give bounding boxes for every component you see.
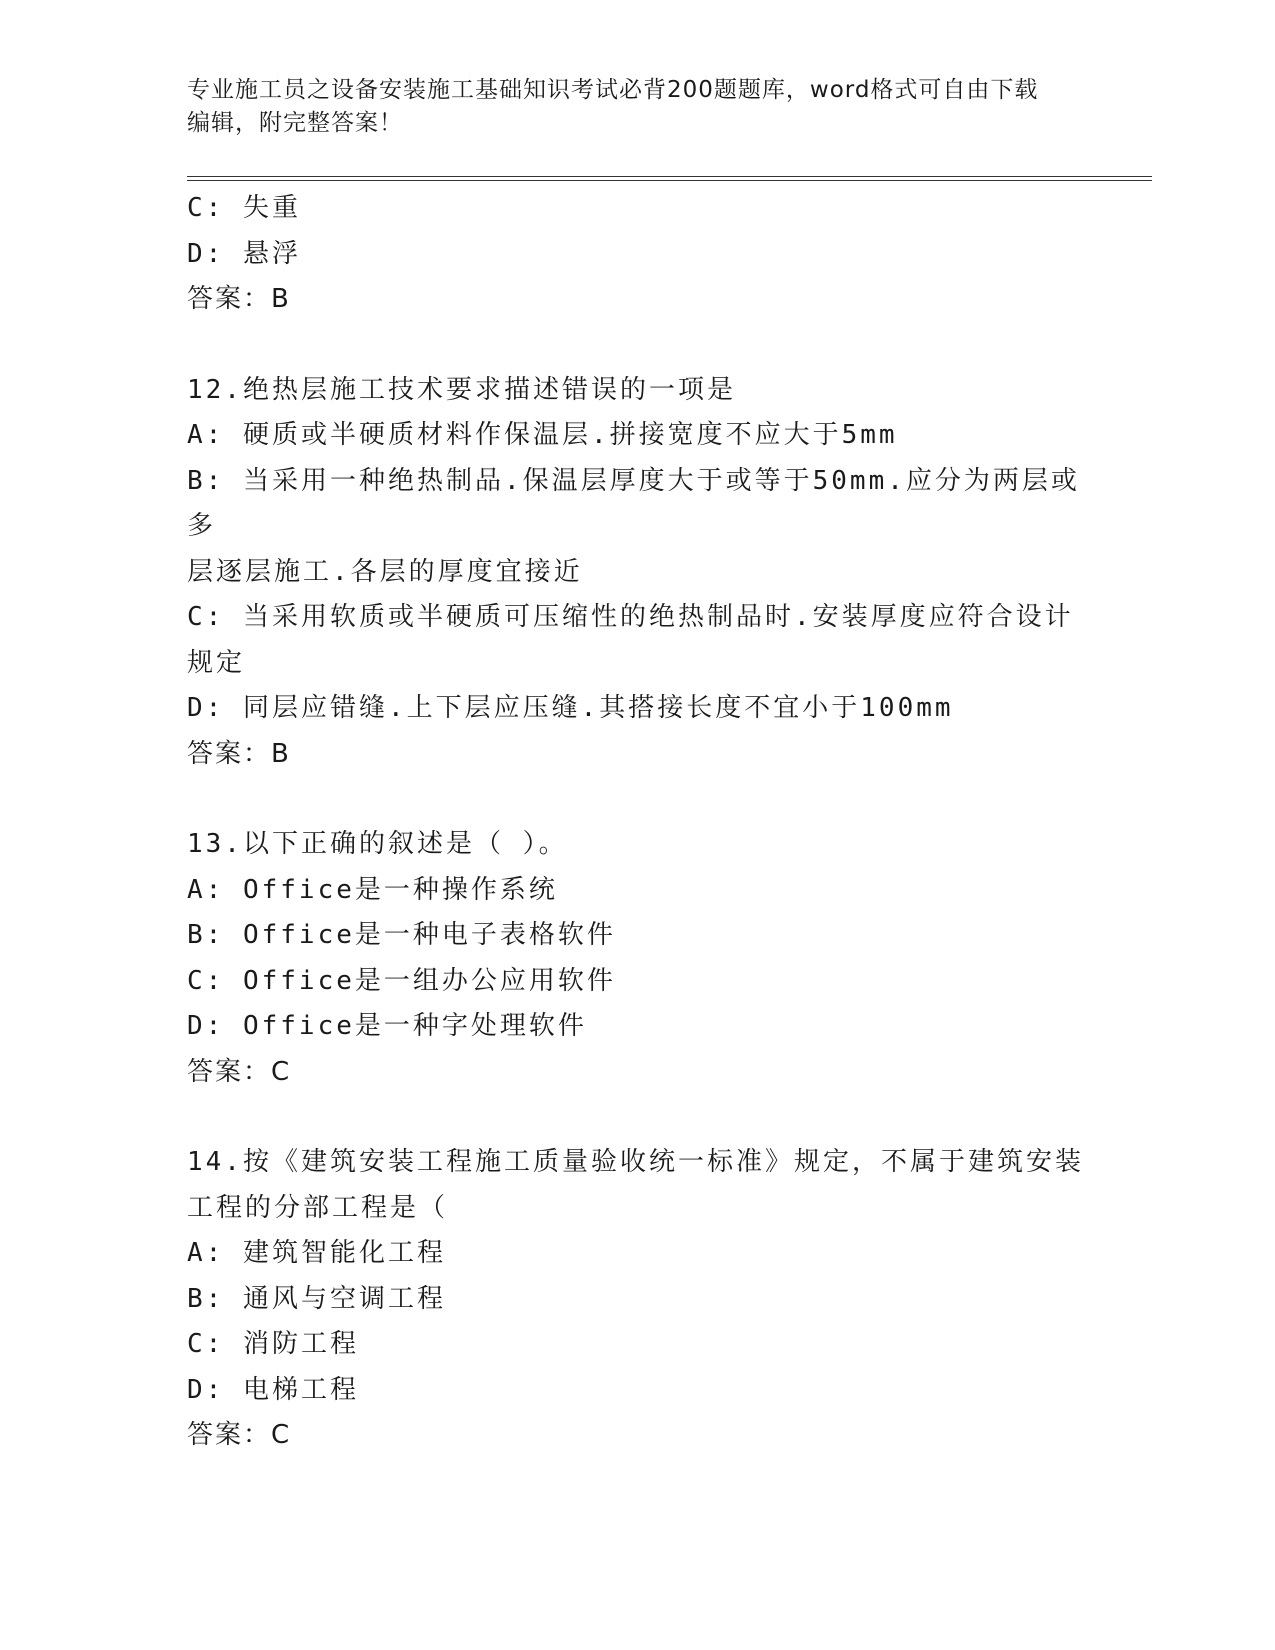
document-body [187, 186, 1087, 1459]
option-b: B: Office是一种电子表格软件 [187, 920, 616, 950]
spacer [187, 1095, 1087, 1140]
question-13 [187, 822, 1087, 1095]
question-stem: 12.绝热层施工技术要求描述错误的一项是 [187, 374, 736, 405]
question-14 [187, 1140, 1087, 1459]
answer: 答案：C [187, 1056, 292, 1087]
option-c: C: 失重 [187, 193, 301, 223]
option-b: B: 通风与空调工程 [187, 1283, 446, 1314]
question-stem: 13.以下正确的叙述是（ ）。 [187, 829, 568, 859]
question-11-tail [187, 186, 1087, 323]
option-c: C: 消防工程 [187, 1329, 359, 1359]
option-d: D: 电梯工程 [187, 1374, 359, 1405]
option-d: D: 悬浮 [187, 238, 301, 269]
answer: 答案：B [187, 284, 291, 314]
header-line-1: 专业施工员之设备安装施工基础知识考试必背200题题库，word格式可自由下载 [187, 77, 1039, 103]
option-a: A: Office是一种操作系统 [187, 874, 558, 905]
question-12 [187, 368, 1087, 778]
option-c: C: Office是一组办公应用软件 [187, 965, 616, 996]
option-a: A: 建筑智能化工程 [187, 1238, 446, 1268]
option-c-line-2: 规定 [187, 647, 246, 678]
option-b-line-1: B: 当采用一种绝热制品.保温层厚度大于或等于50mm.应分为两层或多 [187, 465, 1080, 541]
document-header [187, 74, 1067, 140]
question-stem-line-2: 工程的分部工程是（ [187, 1192, 449, 1223]
answer: 答案：B [187, 738, 291, 769]
answer: 答案：C [187, 1420, 292, 1450]
option-c-line-1: C: 当采用软质或半硬质可压缩性的绝热制品时.安装厚度应符合设计 [187, 602, 1074, 632]
header-line-2: 编辑，附完整答案！ [187, 110, 403, 136]
option-b-line-2: 层逐层施工.各层的厚度宜接近 [187, 556, 583, 587]
option-d: D: Office是一种字处理软件 [187, 1011, 587, 1041]
header-divider [187, 176, 1152, 181]
spacer [187, 323, 1087, 368]
option-d: D: 同层应错缝.上下层应压缝.其搭接长度不宜小于100mm [187, 693, 954, 723]
question-stem-line-1: 14.按《建筑安装工程施工质量验收统一标准》规定，不属于建筑安装 [187, 1147, 1084, 1177]
spacer [187, 777, 1087, 822]
option-a: A: 硬质或半硬质材料作保温层.拼接宽度不应大于5mm [187, 420, 898, 450]
